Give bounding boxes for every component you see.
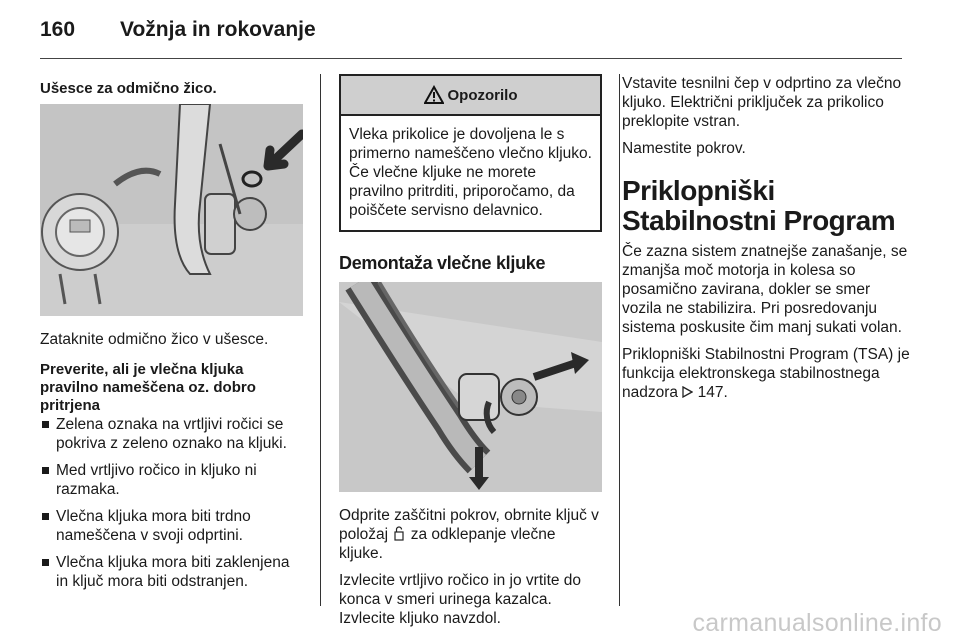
caption-text: Zataknite odmično žico v ušesce. xyxy=(40,331,269,348)
page-reference-number[interactable]: 147. xyxy=(697,384,728,401)
warning-box xyxy=(339,74,602,232)
section-heading-tsp: Priklopniški Stabilnostni Program xyxy=(622,175,896,236)
removal-step-1-before: Odprite zaščitni pokrov, obrnite ključ v položaj xyxy=(339,507,599,543)
column-2 xyxy=(339,74,602,636)
warning-header xyxy=(341,76,600,116)
tsp-reference xyxy=(622,345,912,402)
column-divider-1 xyxy=(320,74,321,606)
check-list xyxy=(40,415,305,591)
header-rule xyxy=(40,58,902,59)
page-title: Vožnja in rokovanje xyxy=(120,18,316,41)
removal-step-1-after: za odklepanje vlečne kljuke. xyxy=(339,526,556,562)
warning-title: Opozorilo xyxy=(447,86,518,104)
list-item: Vlečna kljuka mora biti zaklenjena in ključ mora biti odstranjen. xyxy=(40,553,305,591)
page-header xyxy=(40,18,316,48)
removal-step-1 xyxy=(339,506,602,563)
column-1 xyxy=(40,74,305,599)
tsp-reference-text: Priklopniški Stabilnostni Program (TSA) je funkcija elektronskega stabilnostnega nadzora xyxy=(622,346,910,401)
hitch-removal-illustration xyxy=(339,282,602,492)
removal-step-2: Izvlecite vrtljivo ročico in jo vrtite do konca v smeri urinega kazalca. Izvlecite kljuko navzdol. xyxy=(339,572,582,627)
list-item: Zelena oznaka na vrtljivi ročici se pokriva z zeleno oznako na kljuki. xyxy=(40,415,305,453)
intro-text: Ušesce za odmično žico. xyxy=(40,80,217,97)
seal-plug-text: Vstavite tesnilni čep v odprtino za vlečno kljuko. Električni priključek za prikolico preklopite vstran. xyxy=(622,75,902,130)
cover-text: Namestite pokrov. xyxy=(622,140,746,157)
list-item: Med vrtljivo ročico in kljuko ni razmaka. xyxy=(40,461,305,499)
column-3 xyxy=(622,74,912,410)
eyelet-illustration xyxy=(40,104,303,316)
page-number: 160 xyxy=(40,18,76,41)
check-heading: Preverite, ali je vlečna kljuka pravilno nameščena oz. dobro pritrjena xyxy=(40,361,256,414)
list-item: Vlečna kljuka mora biti trdno nameščena v svoji odprtini. xyxy=(40,507,305,545)
page-reference-arrow-icon xyxy=(682,386,693,398)
warning-triangle-icon xyxy=(424,85,444,105)
unlock-key-icon xyxy=(394,526,404,541)
tsp-description: Če zazna sistem znatnejše zanašanje, se zmanjša moč motorja in kolesa so posamično zavirana, dokler se smer vozila ne stabilizira. Pri posredovanju sistema poskusite čim manj sukati volan. xyxy=(622,243,908,336)
warning-text: Vleka prikolice je dovoljena le s primerno nameščeno vlečno kljuko. Če vlečne kljuke ne morete pravilno pritrditi, priporočamo, da poiščete servisno delavnico. xyxy=(349,126,592,219)
column-divider-2 xyxy=(619,74,620,606)
section-heading-removal: Demontaža vlečne kljuke xyxy=(339,253,546,273)
watermark: carmanualsonline.info xyxy=(692,609,942,637)
